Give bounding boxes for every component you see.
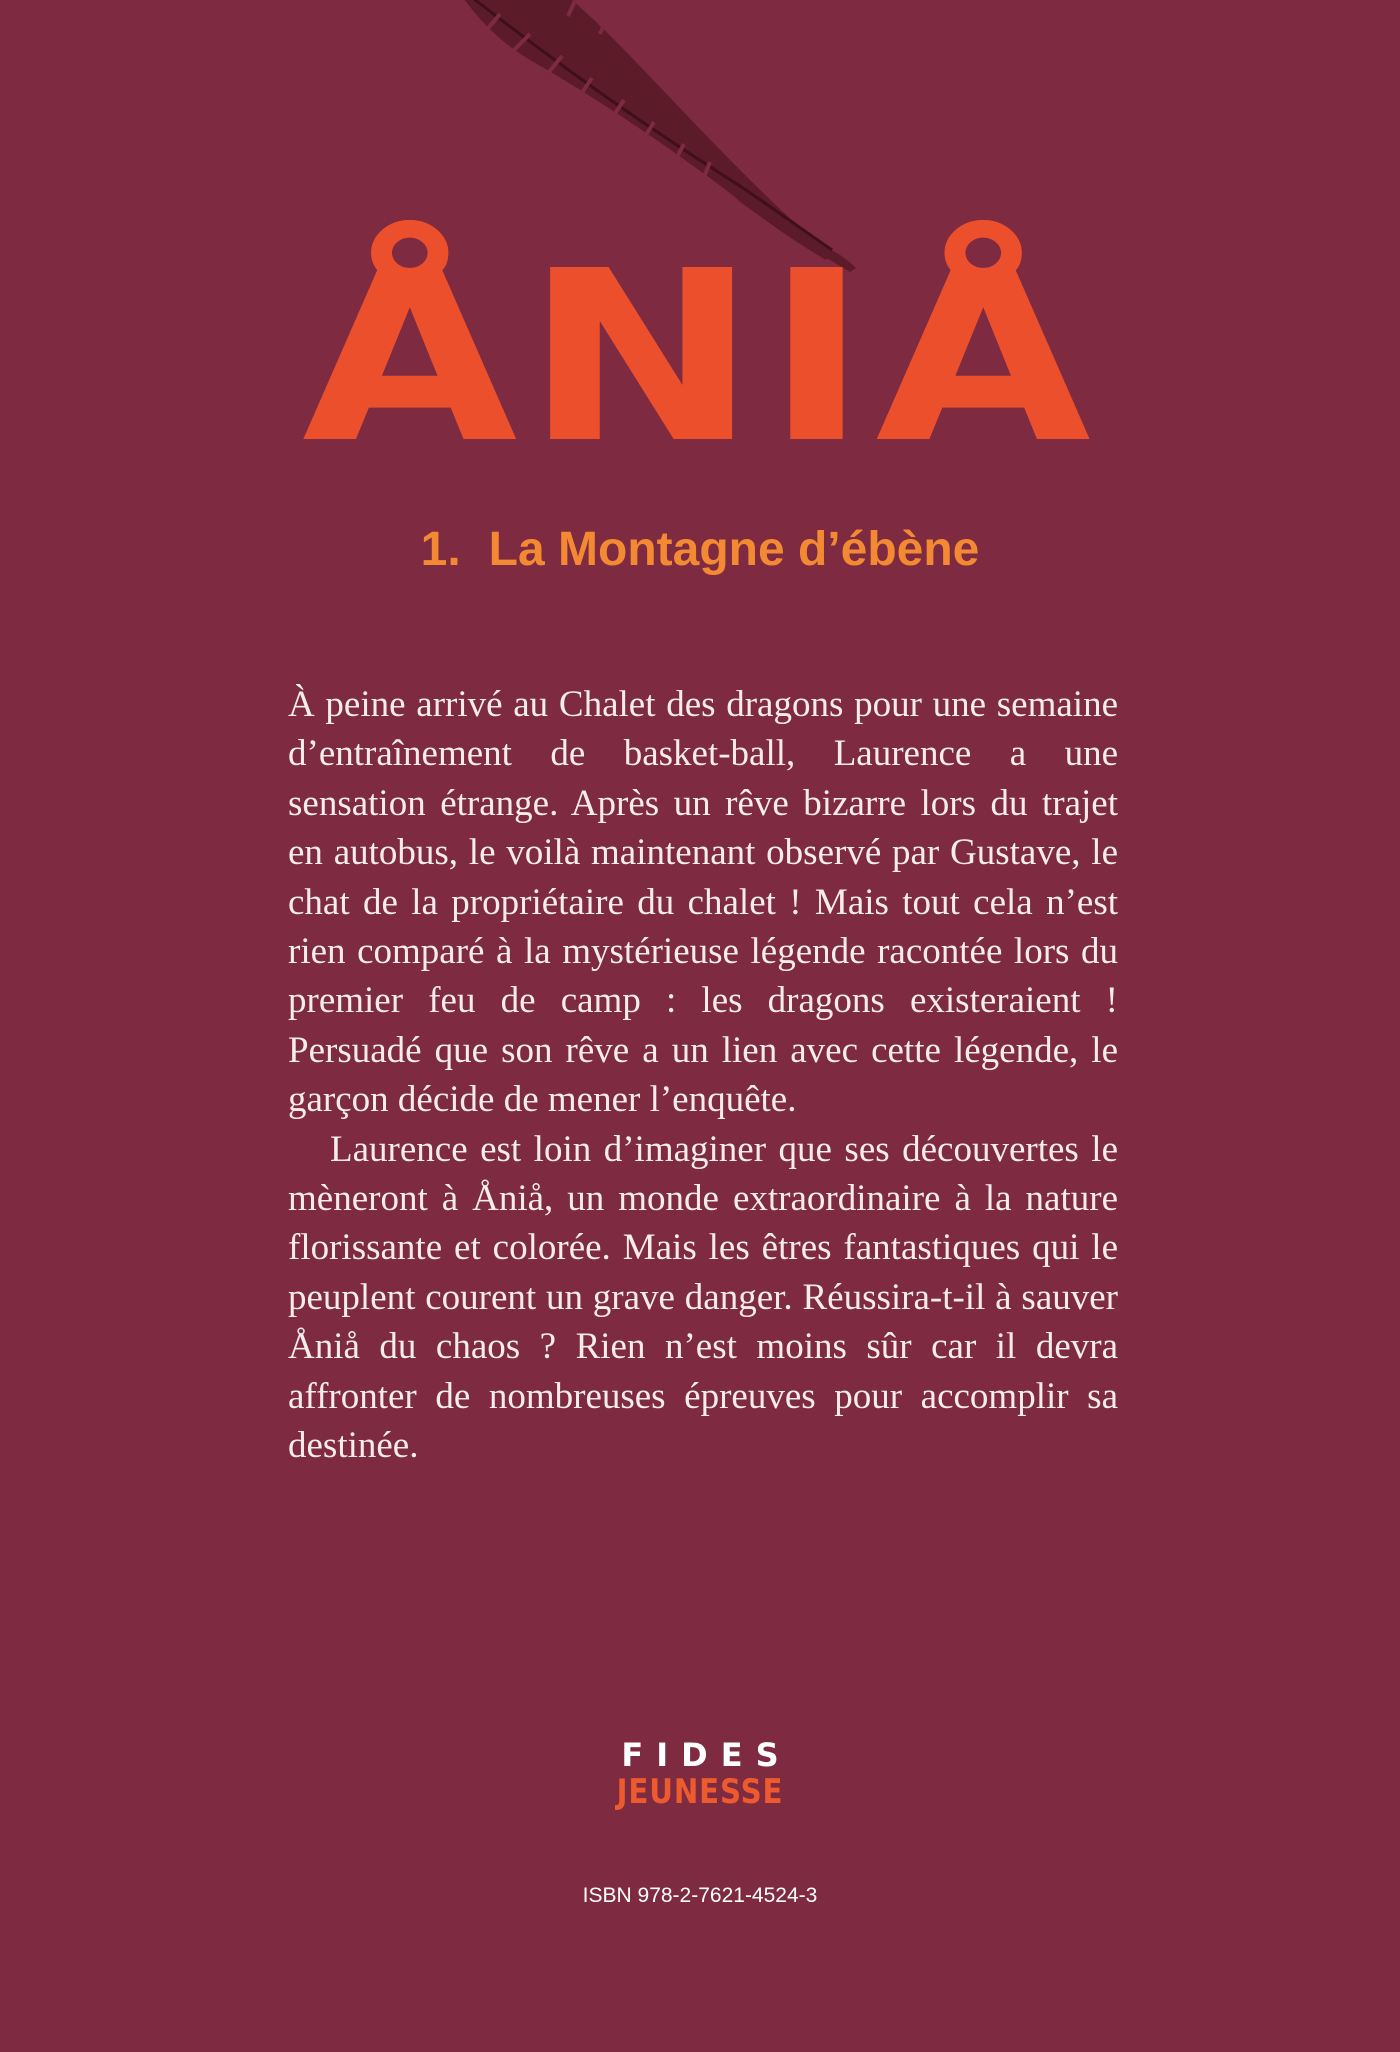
book-title <box>0 522 1400 577</box>
book-title-text: La Montagne d’ébène <box>488 523 980 576</box>
publisher-imprint: JEUNESSE <box>616 1772 784 1812</box>
blurb-paragraph: À peine arrivé au Chalet des dragons pour une semaine d’entraînement de basket-ball, Laurence a une sensation étrange. Après un rêve bizarre lors du trajet en autobus, le voilà maintenant observé par Gustave, le chat de la propriétaire du chalet ! Mais tout cela n’est rien comparé à la mystérieuse légende racontée lors du premier feu de camp : les dragons existeraient ! Persuadé que son rêve a un lien avec cette légende, le garçon décide de mener l’enquête. <box>288 684 1118 1121</box>
publisher-logo <box>0 1737 1400 1811</box>
series-title: ÅNIÅ <box>301 220 1099 495</box>
book-number: 1. <box>420 523 461 576</box>
publisher-name: FIDES <box>621 1736 792 1774</box>
isbn: ISBN 978-2-7621-4524-3 <box>582 1884 818 1907</box>
blurb <box>288 680 1118 1471</box>
blurb-paragraph: Laurence est loin d’imaginer que ses découvertes le mèneront à Åniå, un monde extraordinaire à la nature florissante et colorée. Mais les êtres fantastiques qui le peuplent courent un grave danger. Réussira-t-il à sauver Åniå du chaos ? Rien n’est moins sûr car il devra affronter de nombreuses épreuves pour accomplir sa destinée. <box>288 1128 1118 1467</box>
